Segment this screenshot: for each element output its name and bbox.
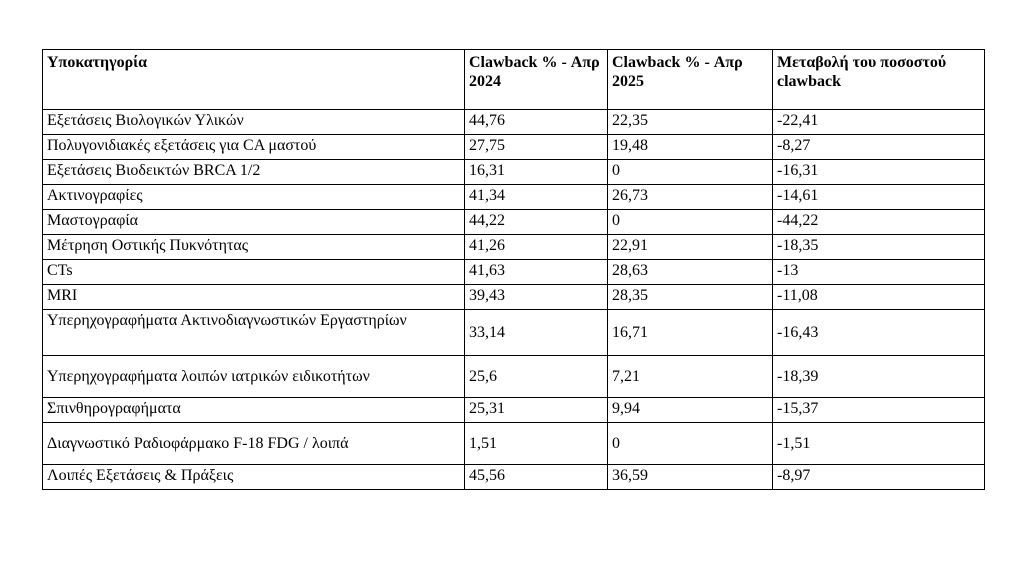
cell-clawback-2024: 39,43 [465,285,608,310]
cell-clawback-change: -16,43 [773,310,985,356]
cell-subcategory: Ακτινογραφίες [43,185,465,210]
table-row [43,260,985,285]
table-header-row [43,50,985,110]
table-row [43,160,985,185]
header-clawback-2024: Clawback % - Απρ 2024 [465,50,608,110]
cell-clawback-2025: 22,91 [608,235,773,260]
cell-clawback-2024: 41,63 [465,260,608,285]
table-row [43,398,985,423]
cell-clawback-change: -15,37 [773,398,985,423]
table-row [43,310,985,356]
table-row [43,356,985,398]
cell-clawback-2024: 27,75 [465,135,608,160]
table-row [43,235,985,260]
cell-clawback-2024: 25,31 [465,398,608,423]
cell-clawback-change: -1,51 [773,423,985,465]
header-clawback-2025: Clawback % - Απρ 2025 [608,50,773,110]
header-clawback-change: Μεταβολή του ποσοστού clawback [773,50,985,110]
cell-clawback-2025: 0 [608,210,773,235]
cell-clawback-2025: 26,73 [608,185,773,210]
clawback-table [42,49,985,490]
cell-clawback-change: -8,27 [773,135,985,160]
cell-subcategory: Πολυγονιδιακές εξετάσεις για CA μαστού [43,135,465,160]
cell-clawback-2025: 19,48 [608,135,773,160]
cell-subcategory: Υπερηχογραφήματα λοιπών ιατρικών ειδικοτήτων [43,356,465,398]
cell-clawback-2024: 44,76 [465,110,608,135]
cell-clawback-change: -18,35 [773,235,985,260]
cell-clawback-2024: 41,34 [465,185,608,210]
cell-clawback-2024: 1,51 [465,423,608,465]
cell-clawback-2025: 7,21 [608,356,773,398]
header-subcategory: Υποκατηγορία [43,50,465,110]
cell-clawback-change: -44,22 [773,210,985,235]
cell-clawback-2025: 0 [608,160,773,185]
cell-clawback-2024: 25,6 [465,356,608,398]
cell-clawback-change: -18,39 [773,356,985,398]
cell-clawback-2025: 16,71 [608,310,773,356]
cell-clawback-2025: 36,59 [608,465,773,490]
cell-clawback-2025: 28,35 [608,285,773,310]
cell-clawback-2025: 0 [608,423,773,465]
cell-subcategory: Λοιπές Εξετάσεις & Πράξεις [43,465,465,490]
cell-clawback-change: -13 [773,260,985,285]
cell-clawback-2024: 44,22 [465,210,608,235]
table-row [43,285,985,310]
cell-subcategory: Μαστογραφία [43,210,465,235]
cell-subcategory: Εξετάσεις Βιοδεικτών BRCA 1/2 [43,160,465,185]
table-row [43,185,985,210]
cell-subcategory: Υπερηχογραφήματα Ακτινοδιαγνωστικών Εργαστηρίων [43,310,465,356]
cell-clawback-change: -16,31 [773,160,985,185]
cell-clawback-change: -11,08 [773,285,985,310]
table-row [43,423,985,465]
cell-clawback-2025: 22,35 [608,110,773,135]
cell-clawback-2025: 9,94 [608,398,773,423]
cell-clawback-2024: 33,14 [465,310,608,356]
cell-clawback-2024: 45,56 [465,465,608,490]
table-row [43,465,985,490]
cell-subcategory: CTs [43,260,465,285]
table-row [43,110,985,135]
cell-clawback-2024: 41,26 [465,235,608,260]
cell-subcategory: Μέτρηση Οστικής Πυκνότητας [43,235,465,260]
cell-subcategory: Εξετάσεις Βιολογικών Υλικών [43,110,465,135]
table-row [43,135,985,160]
cell-clawback-2024: 16,31 [465,160,608,185]
table-row [43,210,985,235]
cell-clawback-change: -14,61 [773,185,985,210]
cell-clawback-change: -8,97 [773,465,985,490]
cell-subcategory: Διαγνωστικό Ραδιοφάρμακο F-18 FDG / λοιπά [43,423,465,465]
cell-subcategory: Σπινθηρογραφήματα [43,398,465,423]
cell-clawback-change: -22,41 [773,110,985,135]
cell-subcategory: MRI [43,285,465,310]
cell-clawback-2025: 28,63 [608,260,773,285]
